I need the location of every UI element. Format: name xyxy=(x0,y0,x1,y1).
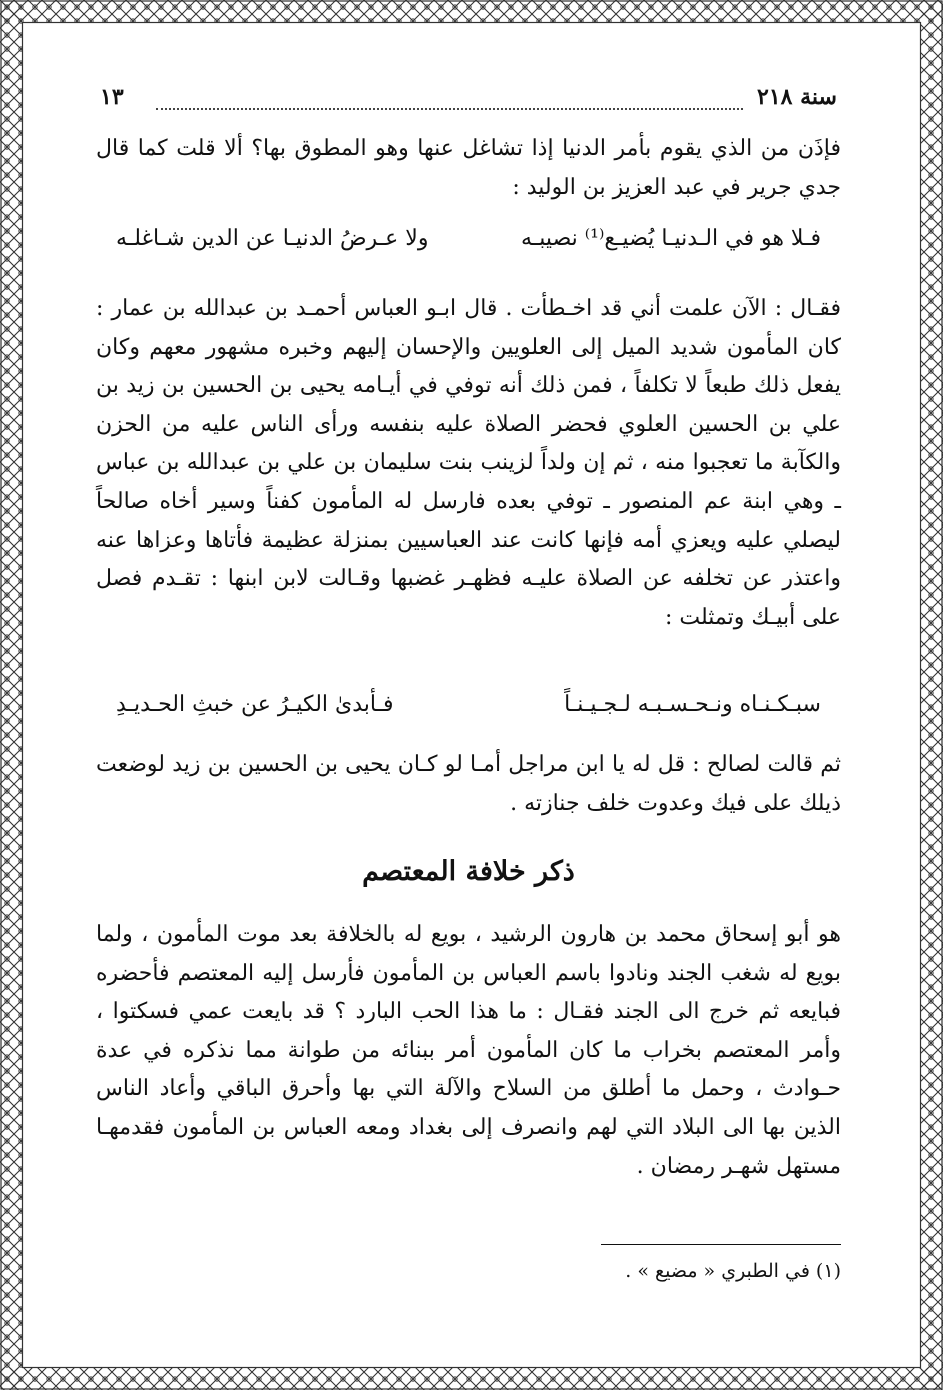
verse-2-second-hemistich: فـأبدىٰ الكيـرُ عن خبثِ الحـديـدِ xyxy=(116,692,394,717)
header-year: سنة ٢١٨ xyxy=(757,84,837,110)
verse-1-first-hemistich: فـلا هو في الـدنيـا يُضيـع⁽¹⁾ نصيبـه xyxy=(521,226,821,251)
verse-2-first-hemistich: سبـكـنـاه ونـحـسـبـه لـجـيـنـاً xyxy=(564,692,821,717)
verse-2 xyxy=(96,692,841,732)
verse-1-second-hemistich: ولا عـرضُ الدنيـا عن الدين شـاغلـه xyxy=(116,226,429,251)
body-paragraph-1: فإذَن من الذي يقوم بأمر الدنيا إذا تشاغل عنها وهو المطوق بها؟ ألا قلت كما قال جدي جرير في عبد العزيز بن الوليد : xyxy=(96,136,841,200)
footnote: (١) في الطبري « مضيع » . xyxy=(625,1260,841,1282)
body-paragraph-2: فقـال : الآن علمت أني قد اخـطأت . قال ابـو العباس أحمـد بن عبدالله بن عمار : كان المأمون شديد الميل إلى العلويين والإحسان إليهم وخبره مشهور معهم وكان يفعل ذلك طبعاً لا تكلفاً ، فمن ذلك أنه توفي في أيـامه يحيى بن الحسين بن زيد بن علي بن الحسين العلوي فحضر الصلاة عليه بنفسه ورأى الناس عليه من الحزن والكآبة ما تعجبوا منه ، ثم إن ولداً لزينب بنت سليمان بن علي بن عبدالله بن عباس ـ وهي ابنة عم المنصور ـ توفي بعده فارسل له المأمون كفناً وسير أخاه صالحاً ليصلي عليه ويعزي أمه فإنها كانت عند العباسيين بمنزلة عظيمة فأتاها وعزاها عنه واعتذر عن تخلفه عن الصلاة عليـه فظهـر غضبها وقـالت لابن ابنها : تقـدم فصل على أبيـك وتمثلت : xyxy=(96,296,841,630)
running-header xyxy=(96,84,841,114)
verse-1 xyxy=(96,226,841,266)
body-paragraph-3: ثم قالت لصالح : قل له يا ابن مراجل أمـا لو كـان يحيى بن الحسين بن زيد لوضعت ذيلك على فيك وعدوت خلف جنازته . xyxy=(96,752,841,816)
section-heading: ذكر خلافة المعتصم xyxy=(362,856,575,887)
footnote-separator xyxy=(601,1244,841,1245)
section-paragraph-1: هو أبو إسحاق محمد بن هارون الرشيد ، بويع له بالخلافة بعد موت المأمون ، ولما بويع له شغب الجند ونادوا باسم العباس بن المأمون فأرسل إليه المعتصم فأحضره فبايعه ثم خرج الى الجند فقـال : ما هذا الحب البارد ؟ قد بايعت عمي فسكتوا ، وأمر المعتصم بخراب ما كان المأمون أمر ببنائه من طوانة مما نذكره في عدة حـوادث ، وحمل ما أطلق من السلاح والآلة التي بها وأحرق الباقي وأعاد الناس الذين بها الى البلاد التي لهم وانصرف إلى بغداد ومعه العباس بن المأمون فقدمهـا مستهل شهـر رمضان . xyxy=(96,922,842,1179)
page-number: ١٣ xyxy=(100,84,124,110)
header-dotted-leader xyxy=(156,108,743,110)
page-content xyxy=(96,78,841,1328)
